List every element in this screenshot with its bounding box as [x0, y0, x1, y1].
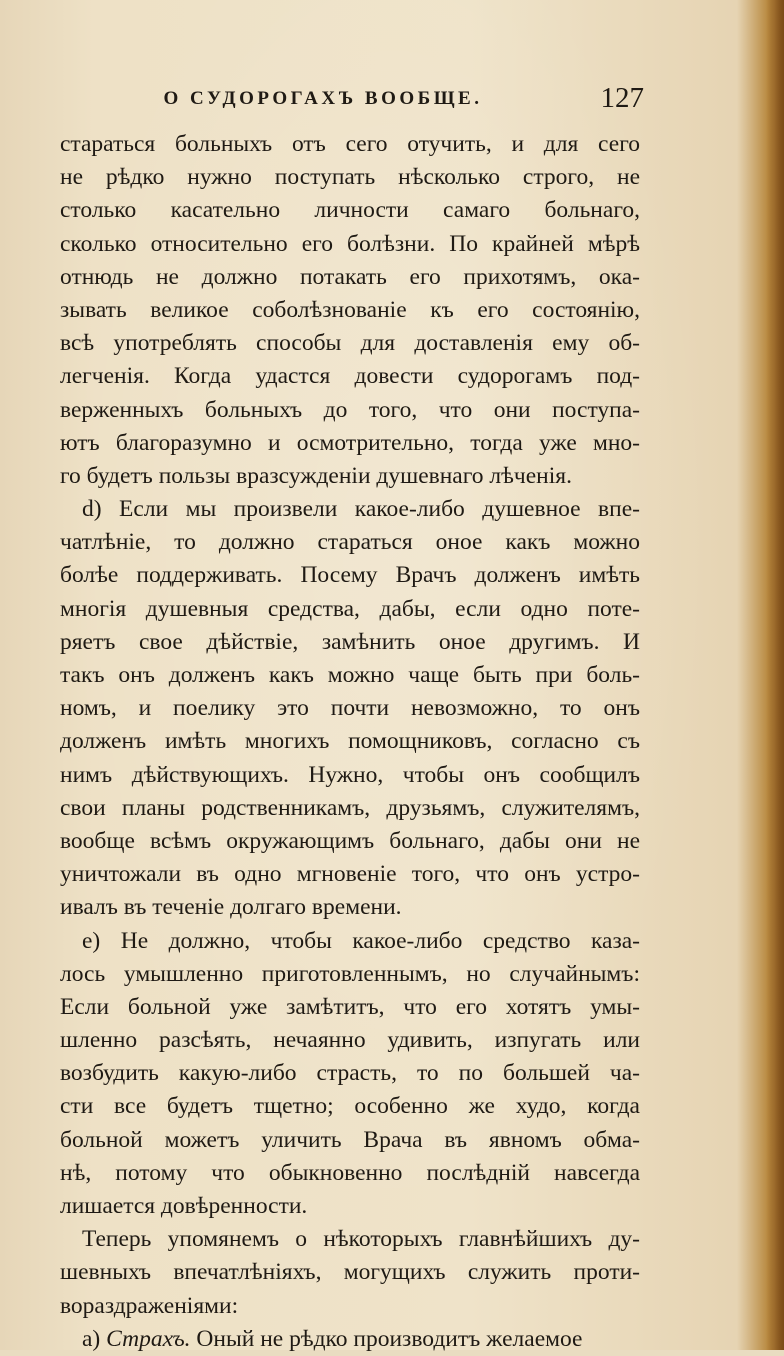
- text-line: больной можетъ уличить Врача въ явномъ обма-: [60, 1126, 640, 1153]
- text-line: уничтожали въ одно мгновеніе того, что онъ устро-: [60, 861, 640, 888]
- text-line: многія душевныя средства, дабы, если одно поте-: [60, 595, 640, 622]
- text-line: [60, 1323, 640, 1356]
- text-line: e) Не должно, чтобы какое-либо средство каза-: [82, 927, 640, 954]
- text-line: нѣ, потому что обыкновенно послѣдній навсегда: [60, 1159, 640, 1186]
- text-line: свои планы родственникамъ, друзьямъ, служителямъ,: [60, 794, 640, 821]
- text-line: нимъ дѣйствующихъ. Нужно, чтобы онъ сообщилъ: [60, 761, 640, 788]
- page-edge-shadow: [766, 0, 784, 1350]
- text-line: d) Если мы произвели какое-либо душевное впе-: [82, 496, 640, 523]
- text-line: не рѣдко нужно поступать нѣсколько строго, не: [60, 164, 640, 191]
- page-header: [88, 82, 648, 122]
- text-line: такъ онъ долженъ какъ можно чаще быть при боль-: [60, 662, 640, 688]
- text-line: сколько относительно его болѣзни. По крайней мѣрѣ: [60, 230, 640, 257]
- text-line: зывать великое соболѣзнованіе къ его состоянію,: [60, 296, 640, 323]
- text-line: верженныхъ больныхъ до того, что они поступа-: [60, 396, 640, 423]
- body-text: [60, 128, 640, 1356]
- text-line: возбудить какую-либо страсть, то по большей ча-: [60, 1060, 640, 1087]
- text-line: болѣе поддерживать. Посему Врачъ долженъ имѣть: [60, 562, 640, 589]
- page-number: 127: [600, 82, 644, 114]
- paragraph-a: [60, 1323, 640, 1356]
- text-line: лось умышленно приготовленнымъ, но случайнымъ:: [60, 960, 640, 987]
- section-term: Страхъ.: [106, 1325, 191, 1352]
- paragraph-introduction: [60, 1223, 640, 1323]
- text-line: долженъ имѣть многихъ помощниковъ, согласно съ: [60, 728, 640, 755]
- text-line: легченія. Когда удастся довести судорогамъ под-: [60, 363, 640, 390]
- text-line: Теперь упомянемъ о нѣкоторыхъ главнѣйшихъ ду-: [82, 1226, 640, 1253]
- text-line: вораздраженіями:: [60, 1292, 239, 1319]
- text-line: вообще всѣмъ окружающимъ больнаго, дабы они не: [60, 827, 640, 854]
- paragraph-d: [60, 493, 640, 924]
- text-line: сти все будетъ тщетно; особенно же худо, когда: [60, 1093, 640, 1120]
- text-line: ютъ благоразумно и осмотрительно, тогда уже мно-: [60, 429, 640, 456]
- paragraph-1: [60, 128, 640, 493]
- text-line: Если больной уже замѣтитъ, что его хотятъ умы-: [60, 993, 640, 1020]
- text-line: всѣ употреблять способы для доставленія ему об-: [60, 330, 640, 357]
- text-line: чатлѣніе, то должно стараться оное какъ можно: [60, 529, 640, 556]
- text-line: стараться больныхъ отъ сего отучить, и для сего: [60, 131, 640, 157]
- text-line: отнюдь не должно потакать его прихотямъ, ока-: [60, 263, 640, 290]
- text-line: шленно разсѣять, нечаянно удивить, изпугать или: [60, 1027, 640, 1054]
- paragraph-e: [60, 925, 640, 1224]
- text-fragment: Оный не рѣдко производитъ желаемое: [196, 1325, 583, 1352]
- running-title: О СУДОРОГАХЪ ВООБЩЕ.: [163, 88, 483, 109]
- text-line: столько касательно личности самаго больнаго,: [60, 197, 640, 224]
- text-line: ивалъ въ теченіе долгаго времени.: [60, 894, 402, 921]
- item-marker: a): [82, 1325, 101, 1352]
- text-line: номъ, и поелику это почти невозможно, то онъ: [60, 695, 640, 722]
- text-line: ряетъ свое дѣйствіе, замѣнить оное другимъ. И: [60, 628, 640, 655]
- text-line: шевныхъ впечатлѣніяхъ, могущихъ служить проти-: [60, 1259, 640, 1286]
- text-line: го будетъ пользы вразсужденіи душевнаго лѣченія.: [60, 462, 572, 489]
- text-line: лишается довѣренности.: [60, 1193, 308, 1219]
